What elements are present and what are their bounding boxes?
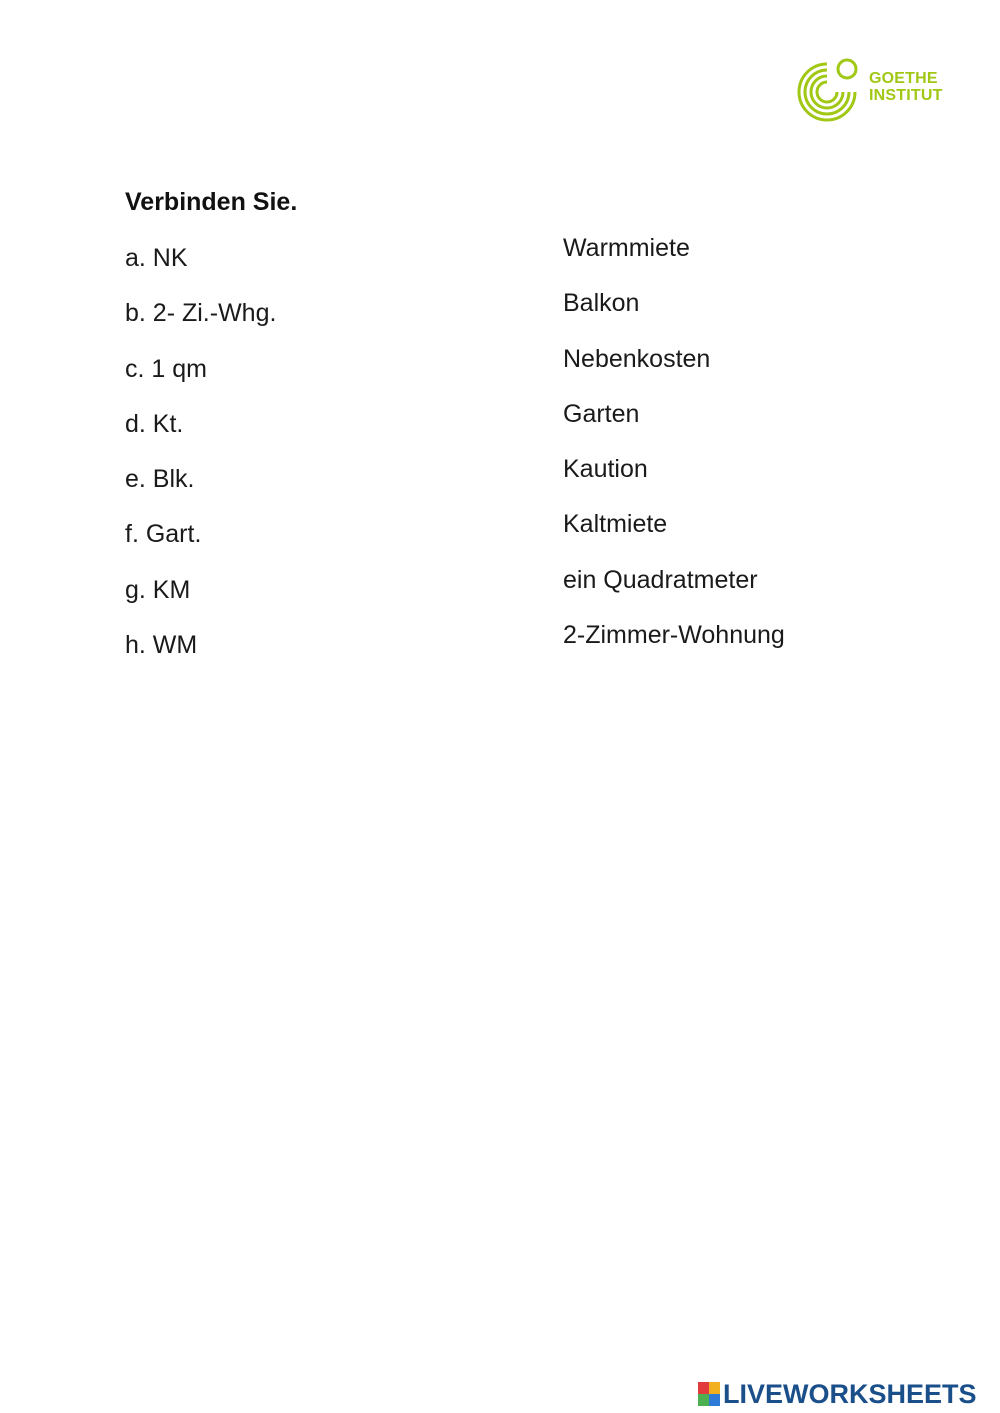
abbreviation-item[interactable]: a. NK	[125, 244, 188, 272]
meaning-item[interactable]: Garten	[563, 399, 640, 428]
meaning-item[interactable]: Kaution	[563, 455, 648, 484]
abbreviation-item[interactable]: f. Gart.	[125, 520, 202, 549]
meaning-list	[563, 232, 785, 674]
logo-line-2: INSTITUT	[869, 87, 943, 104]
goethe-institut-logo	[795, 56, 945, 126]
goethe-logo-icon	[795, 56, 865, 126]
meaning-item[interactable]: Warmmiete	[563, 234, 690, 262]
liveworksheets-brand	[698, 1378, 977, 1410]
brand-name: LIVEWORKSHEETS	[723, 1378, 977, 1409]
meaning-item[interactable]: ein Quadratmeter	[563, 565, 758, 594]
meaning-item[interactable]: Nebenkosten	[563, 344, 711, 373]
meaning-item[interactable]: Kaltmiete	[563, 510, 668, 539]
meaning-item[interactable]: 2-Zimmer-Wohnung	[563, 621, 785, 650]
logo-line-1: GOETHE	[869, 70, 938, 87]
abbreviation-item[interactable]: h. WM	[125, 631, 198, 660]
meaning-item[interactable]: Balkon	[563, 289, 640, 318]
abbreviation-item[interactable]: g. KM	[125, 575, 191, 604]
abbreviation-item[interactable]: c. 1 qm	[125, 354, 207, 383]
liveworksheets-icon	[698, 1382, 720, 1406]
abbreviation-item[interactable]: b. 2- Zi.-Whg.	[125, 299, 277, 328]
exercise-title: Verbinden Sie.	[125, 188, 298, 216]
abbreviation-item[interactable]: e. Blk.	[125, 465, 195, 494]
abbreviation-list	[125, 242, 276, 684]
abbreviation-item[interactable]: d. Kt.	[125, 409, 184, 438]
